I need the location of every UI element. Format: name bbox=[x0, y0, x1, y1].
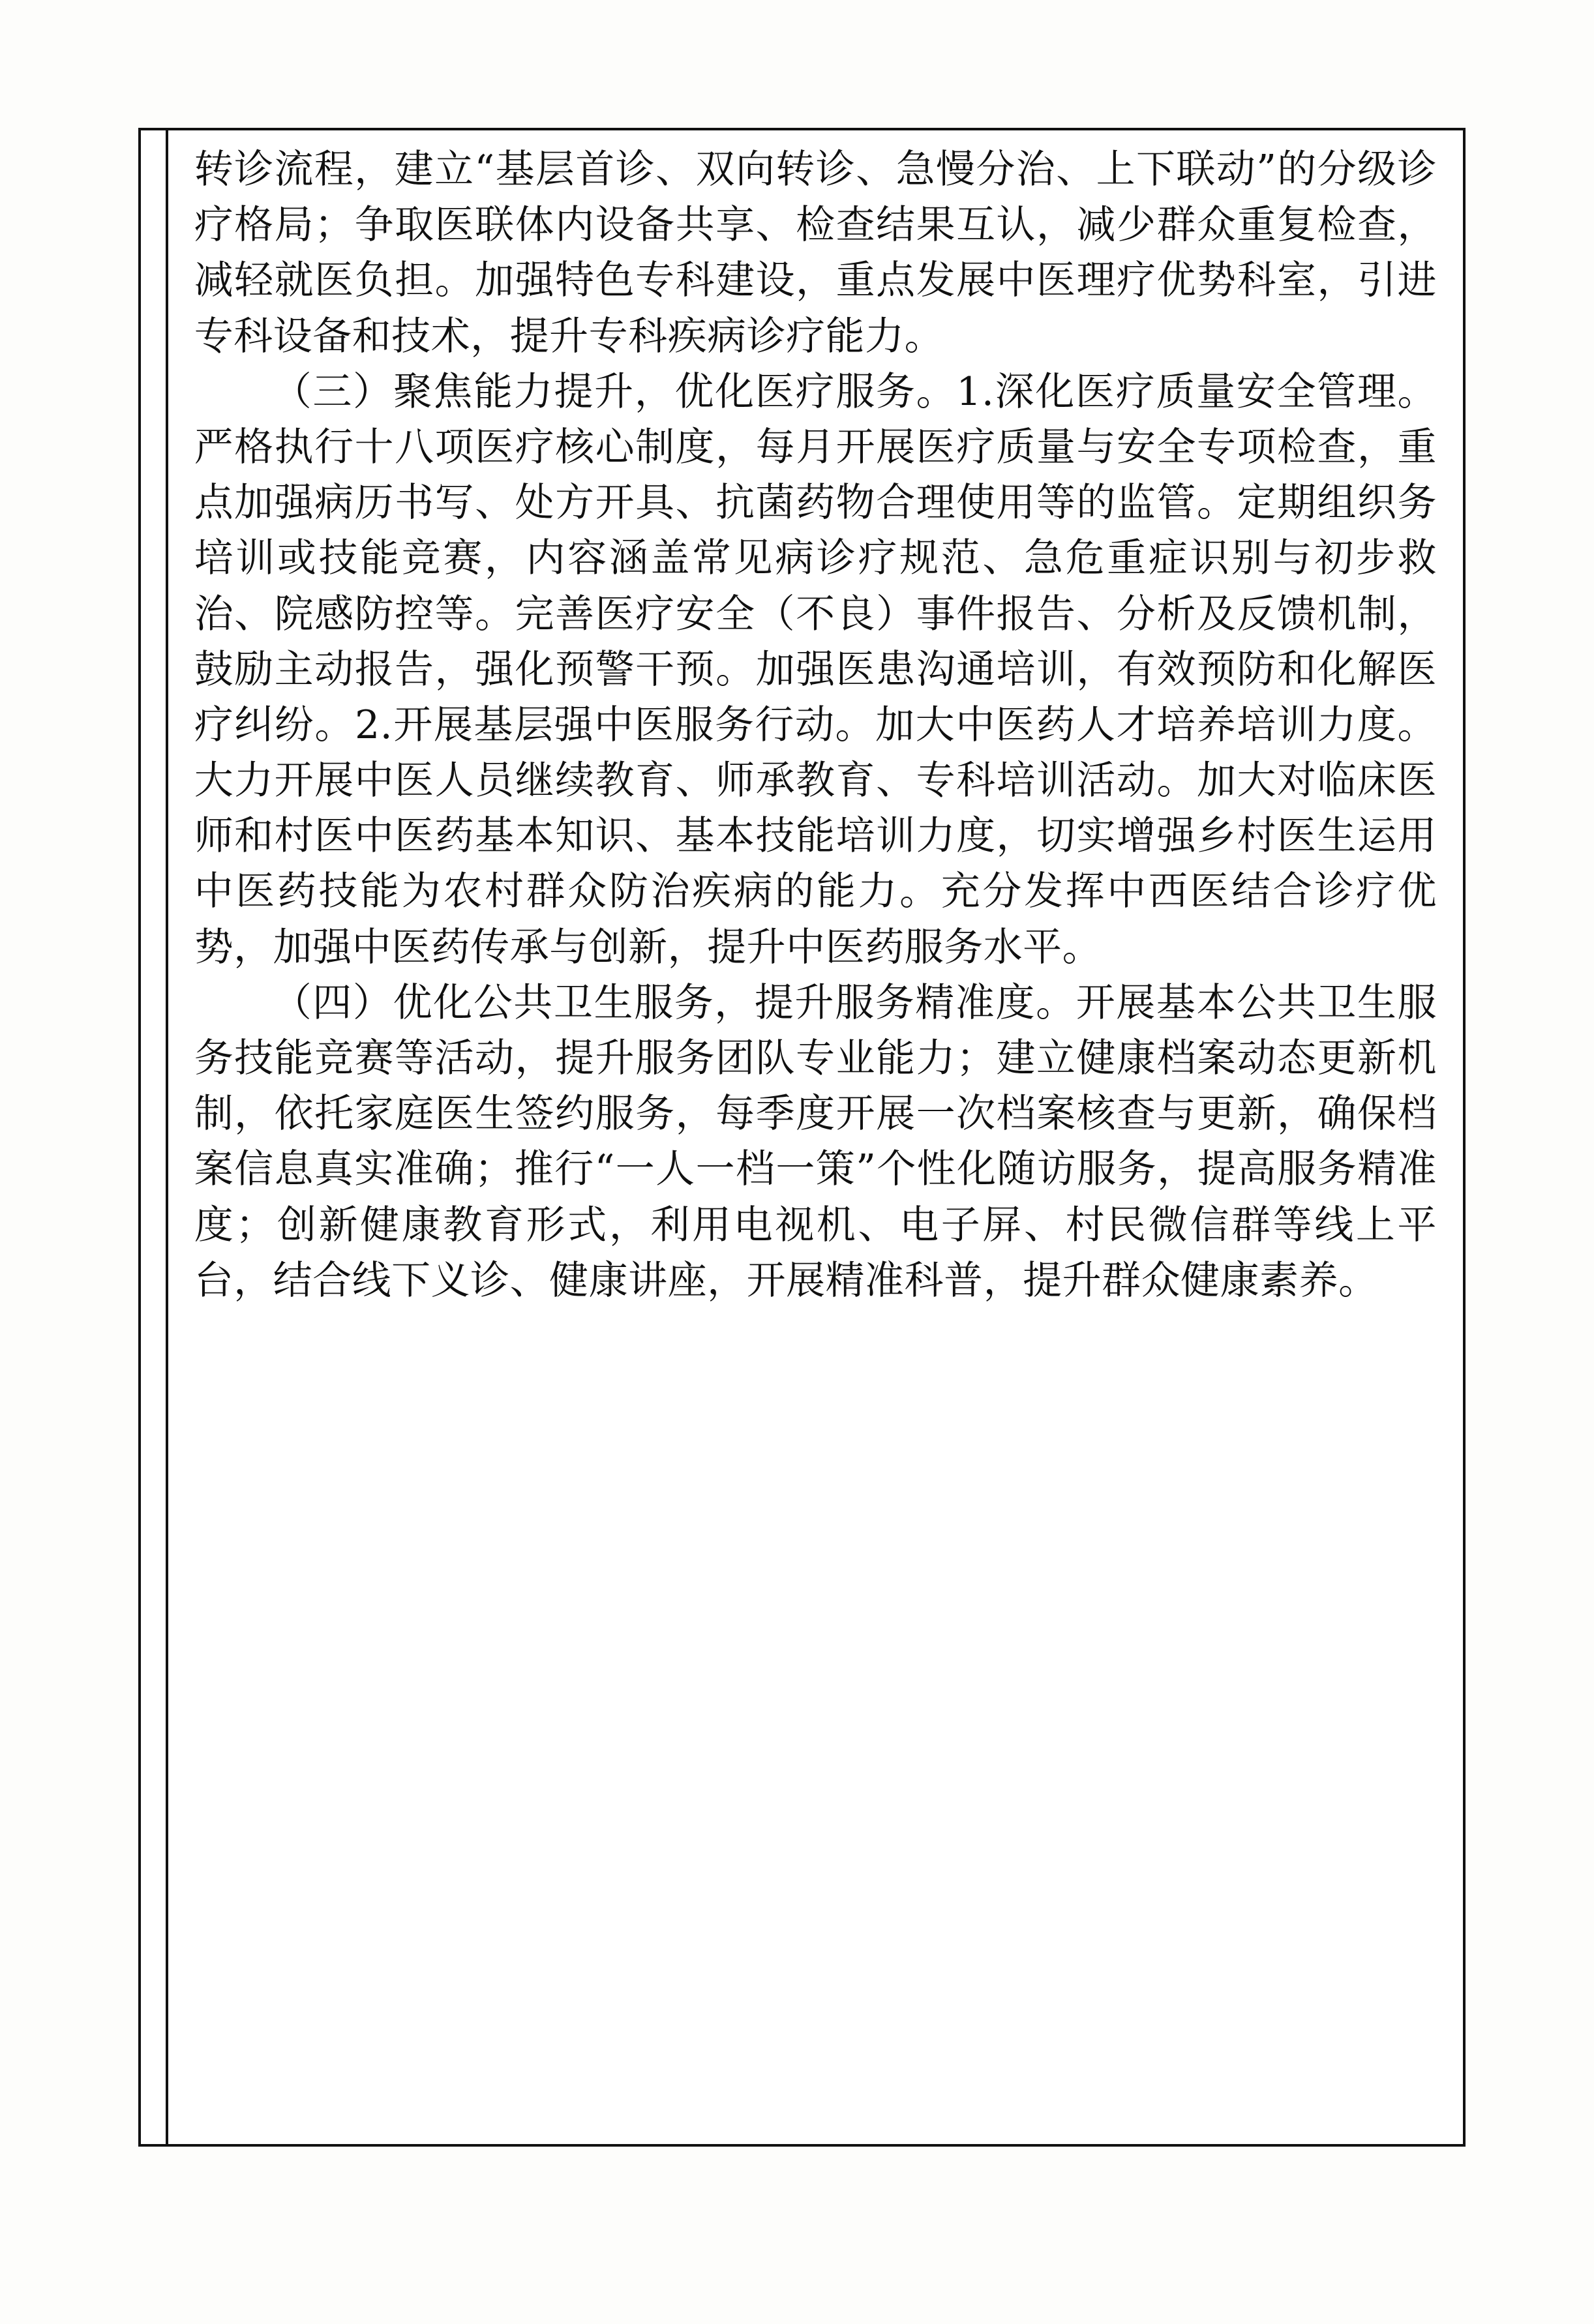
table-column-label bbox=[141, 130, 168, 2144]
paragraph-continued: 转诊流程，建立“基层首诊、双向转诊、急慢分治、上下联动”的分级诊疗格局；争取医联体内设备共享、检查结果互认，减少群众重复检查，减轻就医负担。加强特色专科建设，重点发展中医理疗优势科室，引进专科设备和技术，提升专科疾病诊疗能力。 bbox=[194, 147, 1437, 359]
table-column-body bbox=[168, 130, 1463, 2144]
body-bottom-spacer bbox=[194, 1309, 1437, 1335]
content-table bbox=[138, 128, 1466, 2147]
paragraph-section-three: （三）聚焦能力提升，优化医疗服务。1.深化医疗质量安全管理。严格执行十八项医疗核心制度，每月开展医疗质量与安全专项检查，重点加强病历书写、处方开具、抗菌药物合理使用等的监管。定期组织务培训或技能竞赛，内容涵盖常见病诊疗规范、急危重症识别与初步救治、院感防控等。完善医疗安全（不良）事件报告、分析及反馈机制，鼓励主动报告，强化预警干预。加强医患沟通培训，有效预防和化解医疗纠纷。2.开展基层强中医服务行动。加大中医药人才培养培训力度。大力开展中医人员继续教育、师承教育、专科培训活动。加大对临床医师和村医中医药基本知识、基本技能培训力度，切实增强乡村医生运用中医药技能为农村群众防治疾病的能力。充分发挥中西医结合诊疗优势，加强中医药传承与创新，提升中医药服务水平。 bbox=[194, 368, 1437, 970]
paragraph-section-four: （四）优化公共卫生服务，提升服务精准度。开展基本公共卫生服务技能竞赛等活动，提升服务团队专业能力；建立健康档案动态更新机制，依托家庭医生签约服务，每季度开展一次档案核查与更新，确保档案信息真实准确；推行“一人一档一策”个性化随访服务，提高服务精准度；创新健康教育形式，利用电视机、电子屏、村民微信群等线上平台，结合线下义诊、健康讲座，开展精准科普，提升群众健康素养。 bbox=[194, 979, 1437, 1304]
